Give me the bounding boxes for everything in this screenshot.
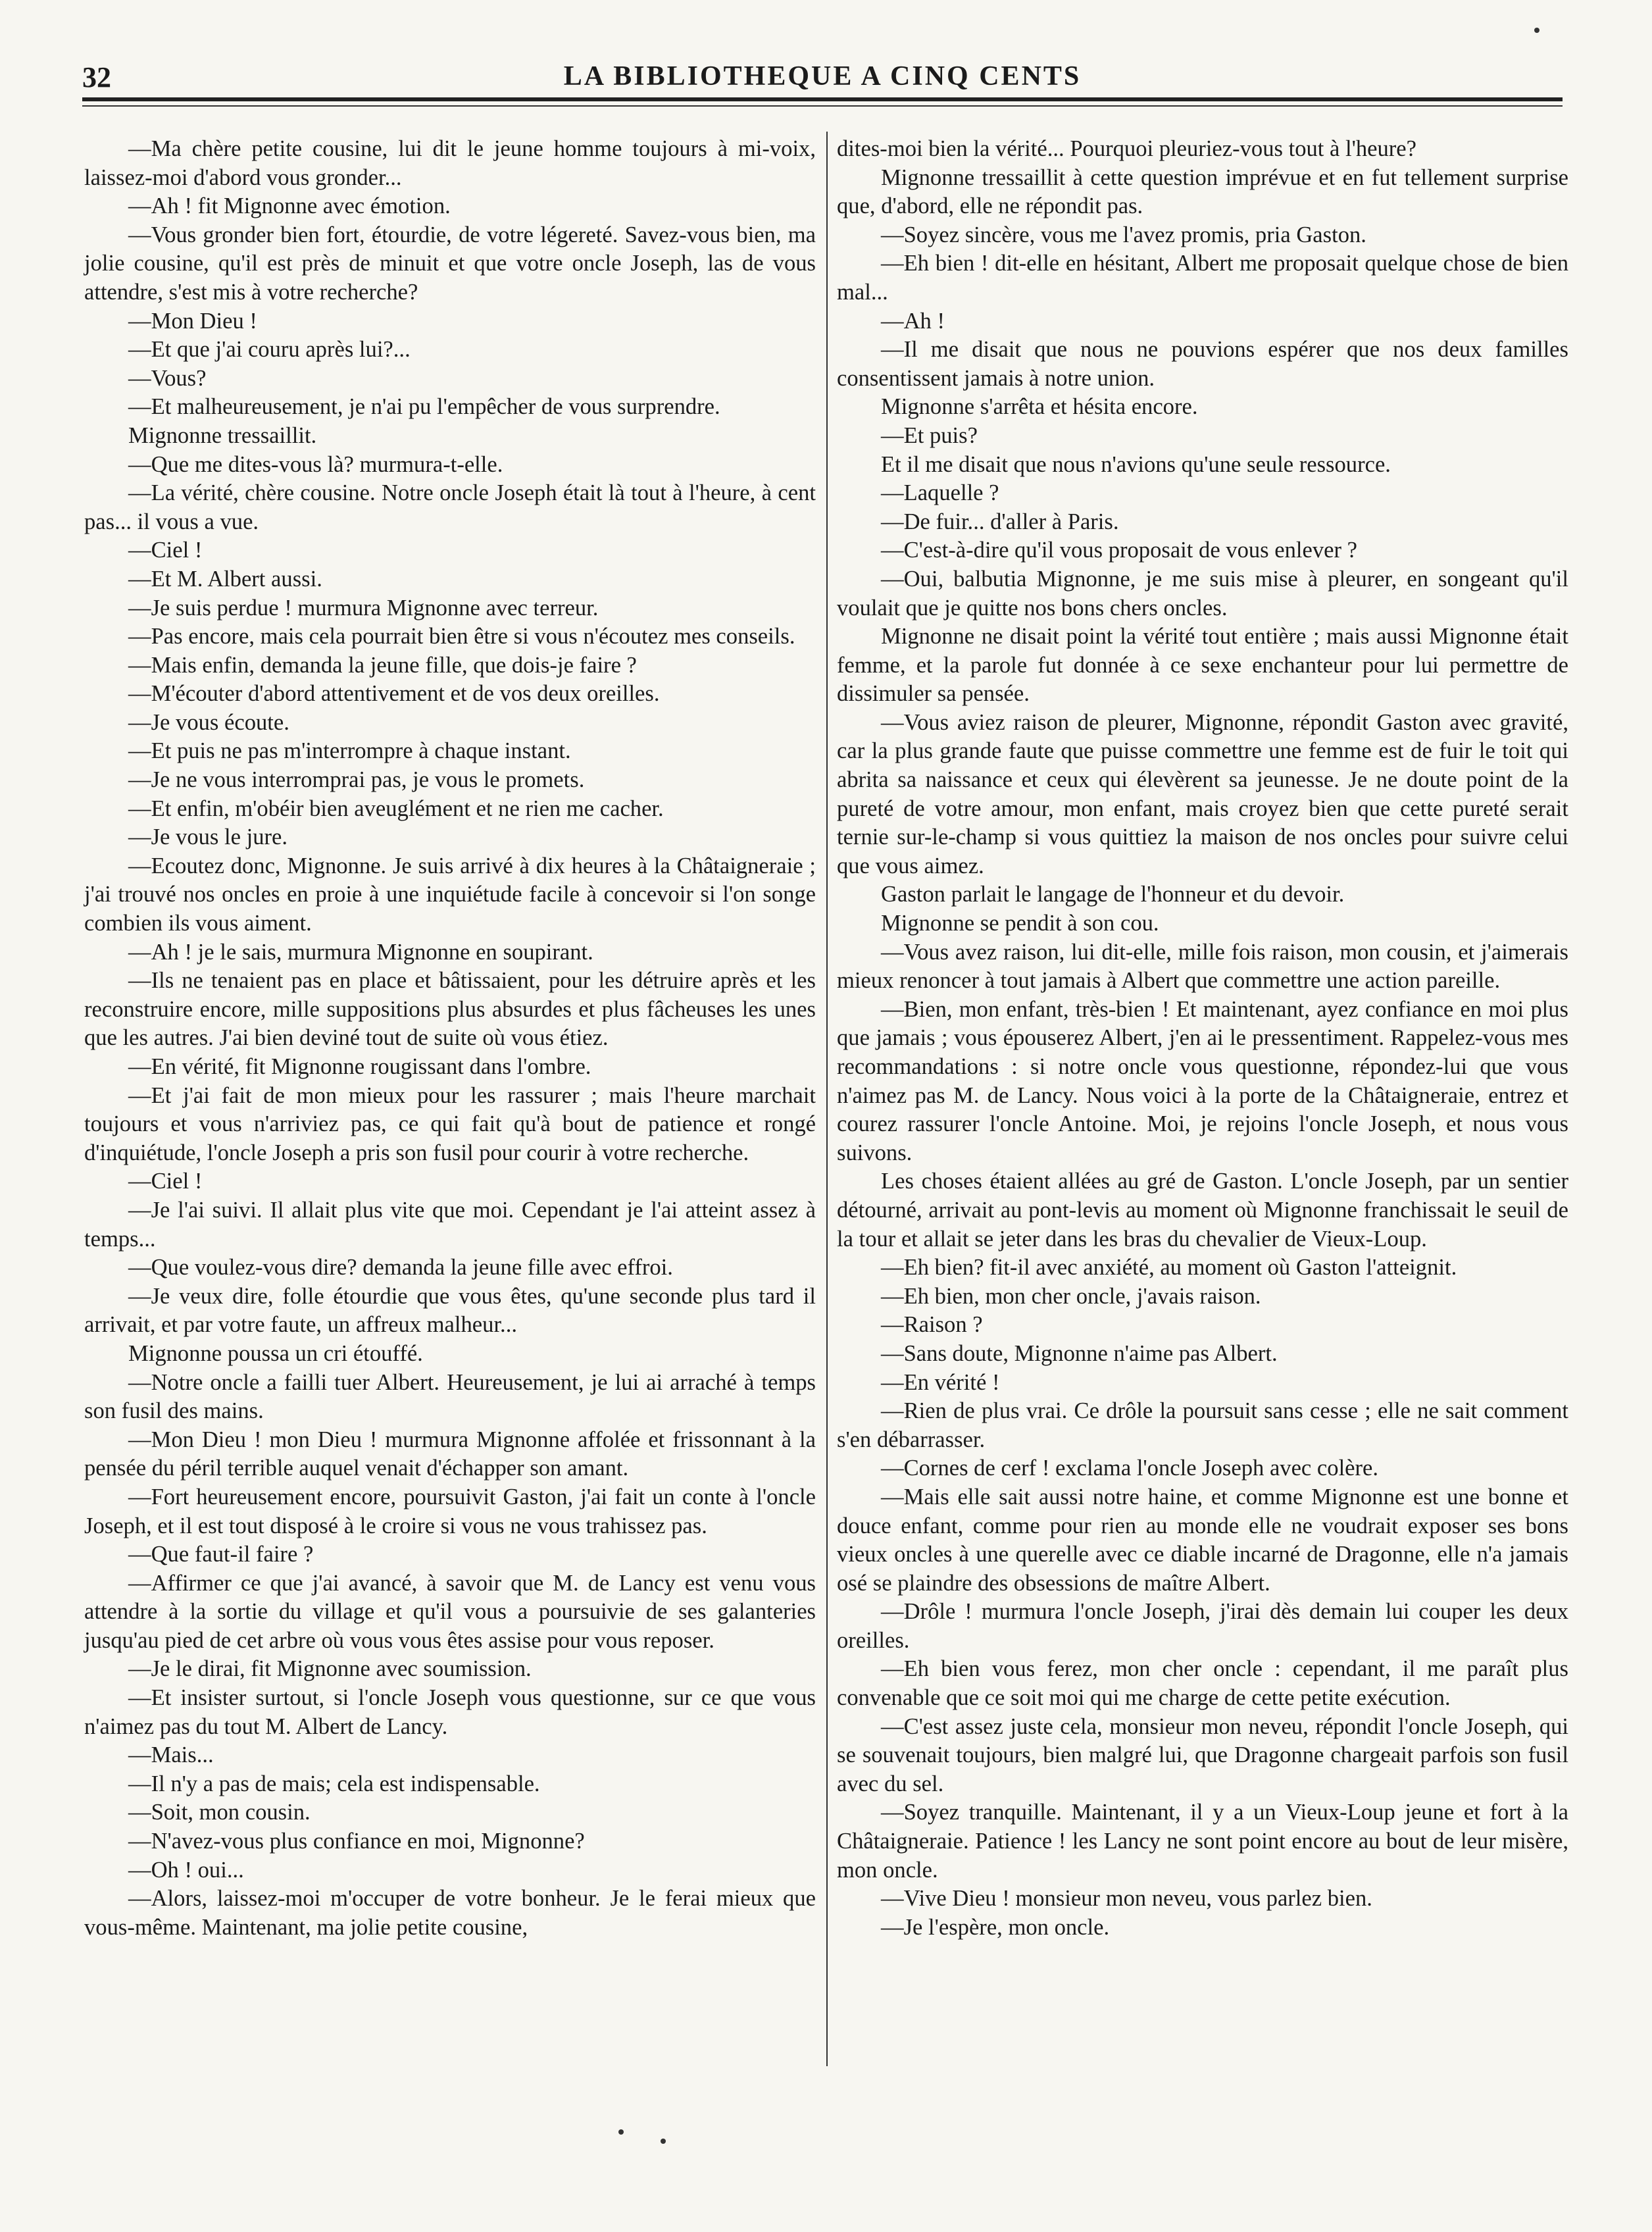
paragraph: —Mais elle sait aussi notre haine, et comme Mignonne est une bonne et douce enfant, comme pour rien au monde elle ne voudrait exposer ses bons vieux oncles à une querelle avec ce diable incarné de Dragonne, elle n'a jamais osé se plaindre des obsessions de maître Albert. — [837, 1484, 1568, 1596]
paragraph: —Alors, laissez-moi m'occuper de votre bonheur. Je le ferai mieux que vous-même. Maintenant, ma jolie petite cousine, — [84, 1886, 816, 1940]
paragraph: —Vous gronder bien fort, étourdie, de votre légereté. Savez-vous bien, ma jolie cousine, qu'il est près de minuit et que votre oncle Joseph, las de vous attendre, s'est mis à votre recherche? — [84, 222, 816, 305]
paragraph: —Eh bien, mon cher oncle, j'avais raison. — [881, 1283, 1261, 1309]
paragraph: —La vérité, chère cousine. Notre oncle Joseph était là tout à l'heure, à cent pas... il vous a vue. — [84, 480, 816, 534]
paragraph: Gaston parlait le langage de l'honneur et du devoir. — [881, 882, 1345, 907]
paragraph: dites-moi bien la vérité... Pourquoi pleuriez-vous tout à l'heure? — [837, 136, 1416, 161]
right-column — [837, 135, 1568, 1942]
column-divider — [826, 132, 828, 2066]
paragraph: Mignonne se pendit à son cou. — [881, 911, 1159, 936]
paragraph: —Je vous le jure. — [128, 824, 288, 850]
paragraph: —Soyez tranquille. Maintenant, il y a un Vieux-Loup jeune et fort à la Châtaigneraie. Patience ! les Lancy ne sont point encore au bout de leur misère, mon oncle. — [837, 1800, 1568, 1883]
paragraph: —Notre oncle a failli tuer Albert. Heureusement, je lui ai arraché à temps son fusil des mains. — [84, 1369, 816, 1424]
paragraph: —Que me dites-vous là? murmura-t-elle. — [128, 451, 503, 477]
paragraph: —Affirmer ce que j'ai avancé, à savoir que M. de Lancy est venu vous attendre à la sortie du village et qu'il vous a poursuivie de ses galanteries jusqu'au pied de cet arbre où vous vous êtes assise pour vous reposer. — [84, 1570, 816, 1653]
paragraph: Mignonne tressaillit à cette question imprévue et en fut tellement surprise que, d'abord, elle ne répondit pas. — [837, 165, 1568, 219]
paragraph: —Bien, mon enfant, très-bien ! Et maintenant, ayez confiance en moi plus que jamais ; vous épouserez Albert, j'en ai le pressentiment. Rappelez-vous mes recommandations : si notre oncle vous questionne, répondez-lui que vous n'aimez pas M. de Lancy. Nous voici à la porte de la Châtaigneraie, entrez et courez rassurer l'oncle Antoine. Moi, je rejoins l'oncle Joseph, et nous vous suivons. — [837, 996, 1568, 1165]
paragraph: —Ma chère petite cousine, lui dit le jeune homme toujours à mi-voix, laissez-moi d'abord vous gronder... — [84, 136, 816, 190]
paragraph: —Mais... — [128, 1742, 214, 1768]
paragraph: —Et insister surtout, si l'oncle Joseph vous questionne, sur ce que vous n'aimez pas du tout M. Albert de Lancy. — [84, 1685, 816, 1739]
paragraph: Mignonne poussa un cri étouffé. — [128, 1340, 423, 1366]
paragraph: —Vous? — [128, 365, 207, 391]
paragraph: —Laquelle ? — [881, 480, 999, 506]
paragraph: —Je l'ai suivi. Il allait plus vite que moi. Cependant je l'ai atteint assez à temps... — [84, 1197, 816, 1252]
print-speck — [618, 2129, 624, 2135]
paragraph: —Vous aviez raison de pleurer, Mignonne, répondit Gaston avec gravité, car la plus grande faute que puisse commettre une femme est de fuir le toit qui abrita sa naissance et ceux qui élevèrent sa jeunesse. Je ne doute point de la pureté de votre amour, mon enfant, mais croyez bien que cette pureté serait ternie sur-le-champ si vous quittiez la maison de nos oncles pour suivre celui que vous aimez. — [837, 709, 1568, 878]
paragraph: —Vous avez raison, lui dit-elle, mille fois raison, mon cousin, et j'aimerais mieux renoncer à tout jamais à Albert que commettre une action pareille. — [837, 939, 1568, 994]
paragraph: —Cornes de cerf ! exclama l'oncle Joseph avec colère. — [881, 1456, 1379, 1481]
paragraph: —Mon Dieu ! mon Dieu ! murmura Mignonne affolée et frissonnant à la pensée du péril terrible auquel venait d'échapper son amant. — [84, 1427, 816, 1481]
paragraph: —En vérité, fit Mignonne rougissant dans l'ombre. — [128, 1054, 591, 1079]
paragraph: —Sans doute, Mignonne n'aime pas Albert. — [881, 1340, 1278, 1366]
paragraph: Mignonne tressaillit. — [128, 422, 317, 448]
paragraph: Mignonne ne disait point la vérité tout entière ; mais aussi Mignonne était femme, et la parole fut donnée à ce sexe enchanteur pour lui permettre de dissimuler sa pensée. — [837, 624, 1568, 707]
paragraph: —Et j'ai fait de mon mieux pour les rassurer ; mais l'heure marchait toujours et vous n'arriviez pas, ce qui fait qu'à bout de patience et rongé d'inquiétude, l'oncle Joseph a pris son fusil pour courir à votre recherche. — [84, 1082, 816, 1165]
paragraph: —Et malheureusement, je n'ai pu l'empêcher de vous surprendre. — [128, 394, 720, 420]
paragraph: —Ils ne tenaient pas en place et bâtissaient, pour les détruire après et les reconstruire encore, mille suppositions plus absurdes et plus fâcheuses les unes que les autres. J'ai bien deviné tout de suite où vous étiez. — [84, 968, 816, 1051]
paragraph: —Vive Dieu ! monsieur mon neveu, vous parlez bien. — [881, 1886, 1372, 1912]
paragraph: —Ah ! je le sais, murmura Mignonne en soupirant. — [128, 939, 593, 965]
paragraph: —Et que j'ai couru après lui?... — [128, 337, 411, 363]
paragraph: —Je l'espère, mon oncle. — [881, 1914, 1110, 1940]
running-title: LA BIBLIOTHEQUE A CINQ CENTS — [563, 61, 1082, 91]
paragraph: —Que faut-il faire ? — [128, 1542, 314, 1567]
paragraph: —Soyez sincère, vous me l'avez promis, pria Gaston. — [881, 222, 1366, 247]
paragraph: —Ecoutez donc, Mignonne. Je suis arrivé à dix heures à la Châtaigneraie ; j'ai trouvé nos oncles en proie à une inquiétude facile à concevoir si l'on songe combien ils vous aiment. — [84, 853, 816, 936]
paragraph: —N'avez-vous plus confiance en moi, Mignonne? — [128, 1829, 585, 1854]
paragraph: —Je veux dire, folle étourdie que vous êtes, qu'une seconde plus tard il arrivait, et par votre faute, un affreux malheur... — [84, 1283, 816, 1338]
paragraph: —Mon Dieu ! — [128, 308, 257, 334]
paragraph: —Mais enfin, demanda la jeune fille, que dois-je faire ? — [128, 652, 637, 678]
paragraph: Et il me disait que nous n'avions qu'une seule ressource. — [881, 451, 1391, 477]
paragraph: —Eh bien vous ferez, mon cher oncle : cependant, il me paraît plus convenable que ce soit moi qui me charge de cette petite exécution. — [837, 1656, 1568, 1711]
paragraph: —De fuir... d'aller à Paris. — [881, 509, 1119, 534]
header-rule — [82, 97, 1563, 101]
paragraph: —Ah ! — [881, 308, 945, 334]
paragraph: Les choses étaient allées au gré de Gaston. L'oncle Joseph, par un sentier détourné, arrivait au pont-levis au moment où Mignonne franchissait le seuil de la tour et allait se jeter dans les bras du chevalier de Vieux-Loup. — [837, 1169, 1568, 1252]
paragraph: —En vérité ! — [881, 1369, 1000, 1395]
print-speck — [1534, 28, 1539, 33]
paragraph: —C'est-à-dire qu'il vous proposait de vous enlever ? — [881, 538, 1358, 563]
page-number: 32 — [82, 61, 111, 93]
paragraph: —M'écouter d'abord attentivement et de vos deux oreilles. — [128, 681, 660, 707]
print-speck — [661, 2139, 666, 2144]
paragraph: —Soit, mon cousin. — [128, 1800, 311, 1825]
paragraph: —Et puis? — [881, 422, 978, 448]
paragraph: —Ah ! fit Mignonne avec émotion. — [128, 193, 451, 219]
left-column — [84, 135, 816, 1942]
paragraph: —Raison ? — [881, 1312, 983, 1338]
paragraph: —Fort heureusement encore, poursuivit Gaston, j'ai fait un conte à l'oncle Joseph, et il est tout disposé à le croire si vous ne vous trahissez pas. — [84, 1484, 816, 1538]
paragraph: —Et enfin, m'obéir bien aveuglément et ne rien me cacher. — [128, 796, 664, 821]
paragraph: Mignonne s'arrêta et hésita encore. — [881, 394, 1198, 420]
paragraph: —Oui, balbutia Mignonne, je me suis mise à pleurer, en songeant qu'il voulait que je quitte nos bons chers oncles. — [837, 566, 1568, 621]
paragraph: —Il me disait que nous ne pouvions espérer que nos deux familles consentissent jamais à notre union. — [837, 337, 1568, 391]
paragraph: —Je le dirai, fit Mignonne avec soumission. — [128, 1656, 532, 1682]
paragraph: —Pas encore, mais cela pourrait bien être si vous n'écoutez mes conseils. — [128, 624, 795, 649]
header-rule-thin — [82, 105, 1563, 107]
paragraph: —Rien de plus vrai. Ce drôle la poursuit sans cesse ; elle ne sait comment s'en débarrasser. — [837, 1398, 1568, 1452]
paragraph: —Que voulez-vous dire? demanda la jeune fille avec effroi. — [128, 1255, 673, 1281]
paragraph: —Ciel ! — [128, 538, 203, 563]
paragraph: —Je suis perdue ! murmura Mignonne avec terreur. — [128, 595, 599, 621]
paragraph: —Ciel ! — [128, 1169, 203, 1194]
paragraph: —Drôle ! murmura l'oncle Joseph, j'irai dès demain lui couper les deux oreilles. — [837, 1599, 1568, 1653]
paragraph: —Oh ! oui... — [128, 1857, 244, 1883]
paragraph: —Il n'y a pas de mais; cela est indispensable. — [128, 1771, 540, 1796]
paragraph: —Je vous écoute. — [128, 709, 289, 735]
paragraph: —Et puis ne pas m'interrompre à chaque instant. — [128, 738, 571, 764]
paragraph: —Je ne vous interromprai pas, je vous le promets. — [128, 767, 585, 793]
paragraph: —C'est assez juste cela, monsieur mon neveu, répondit l'oncle Joseph, qui se souvenait toujours, bien malgré lui, que Dragonne chargeait parfois son fusil avec du sel. — [837, 1713, 1568, 1796]
paragraph: —Eh bien ! dit-elle en hésitant, Albert me proposait quelque chose de bien mal... — [837, 251, 1568, 305]
paragraph: —Eh bien? fit-il avec anxiété, au moment où Gaston l'atteignit. — [881, 1255, 1457, 1281]
paragraph: —Et M. Albert aussi. — [128, 566, 322, 592]
